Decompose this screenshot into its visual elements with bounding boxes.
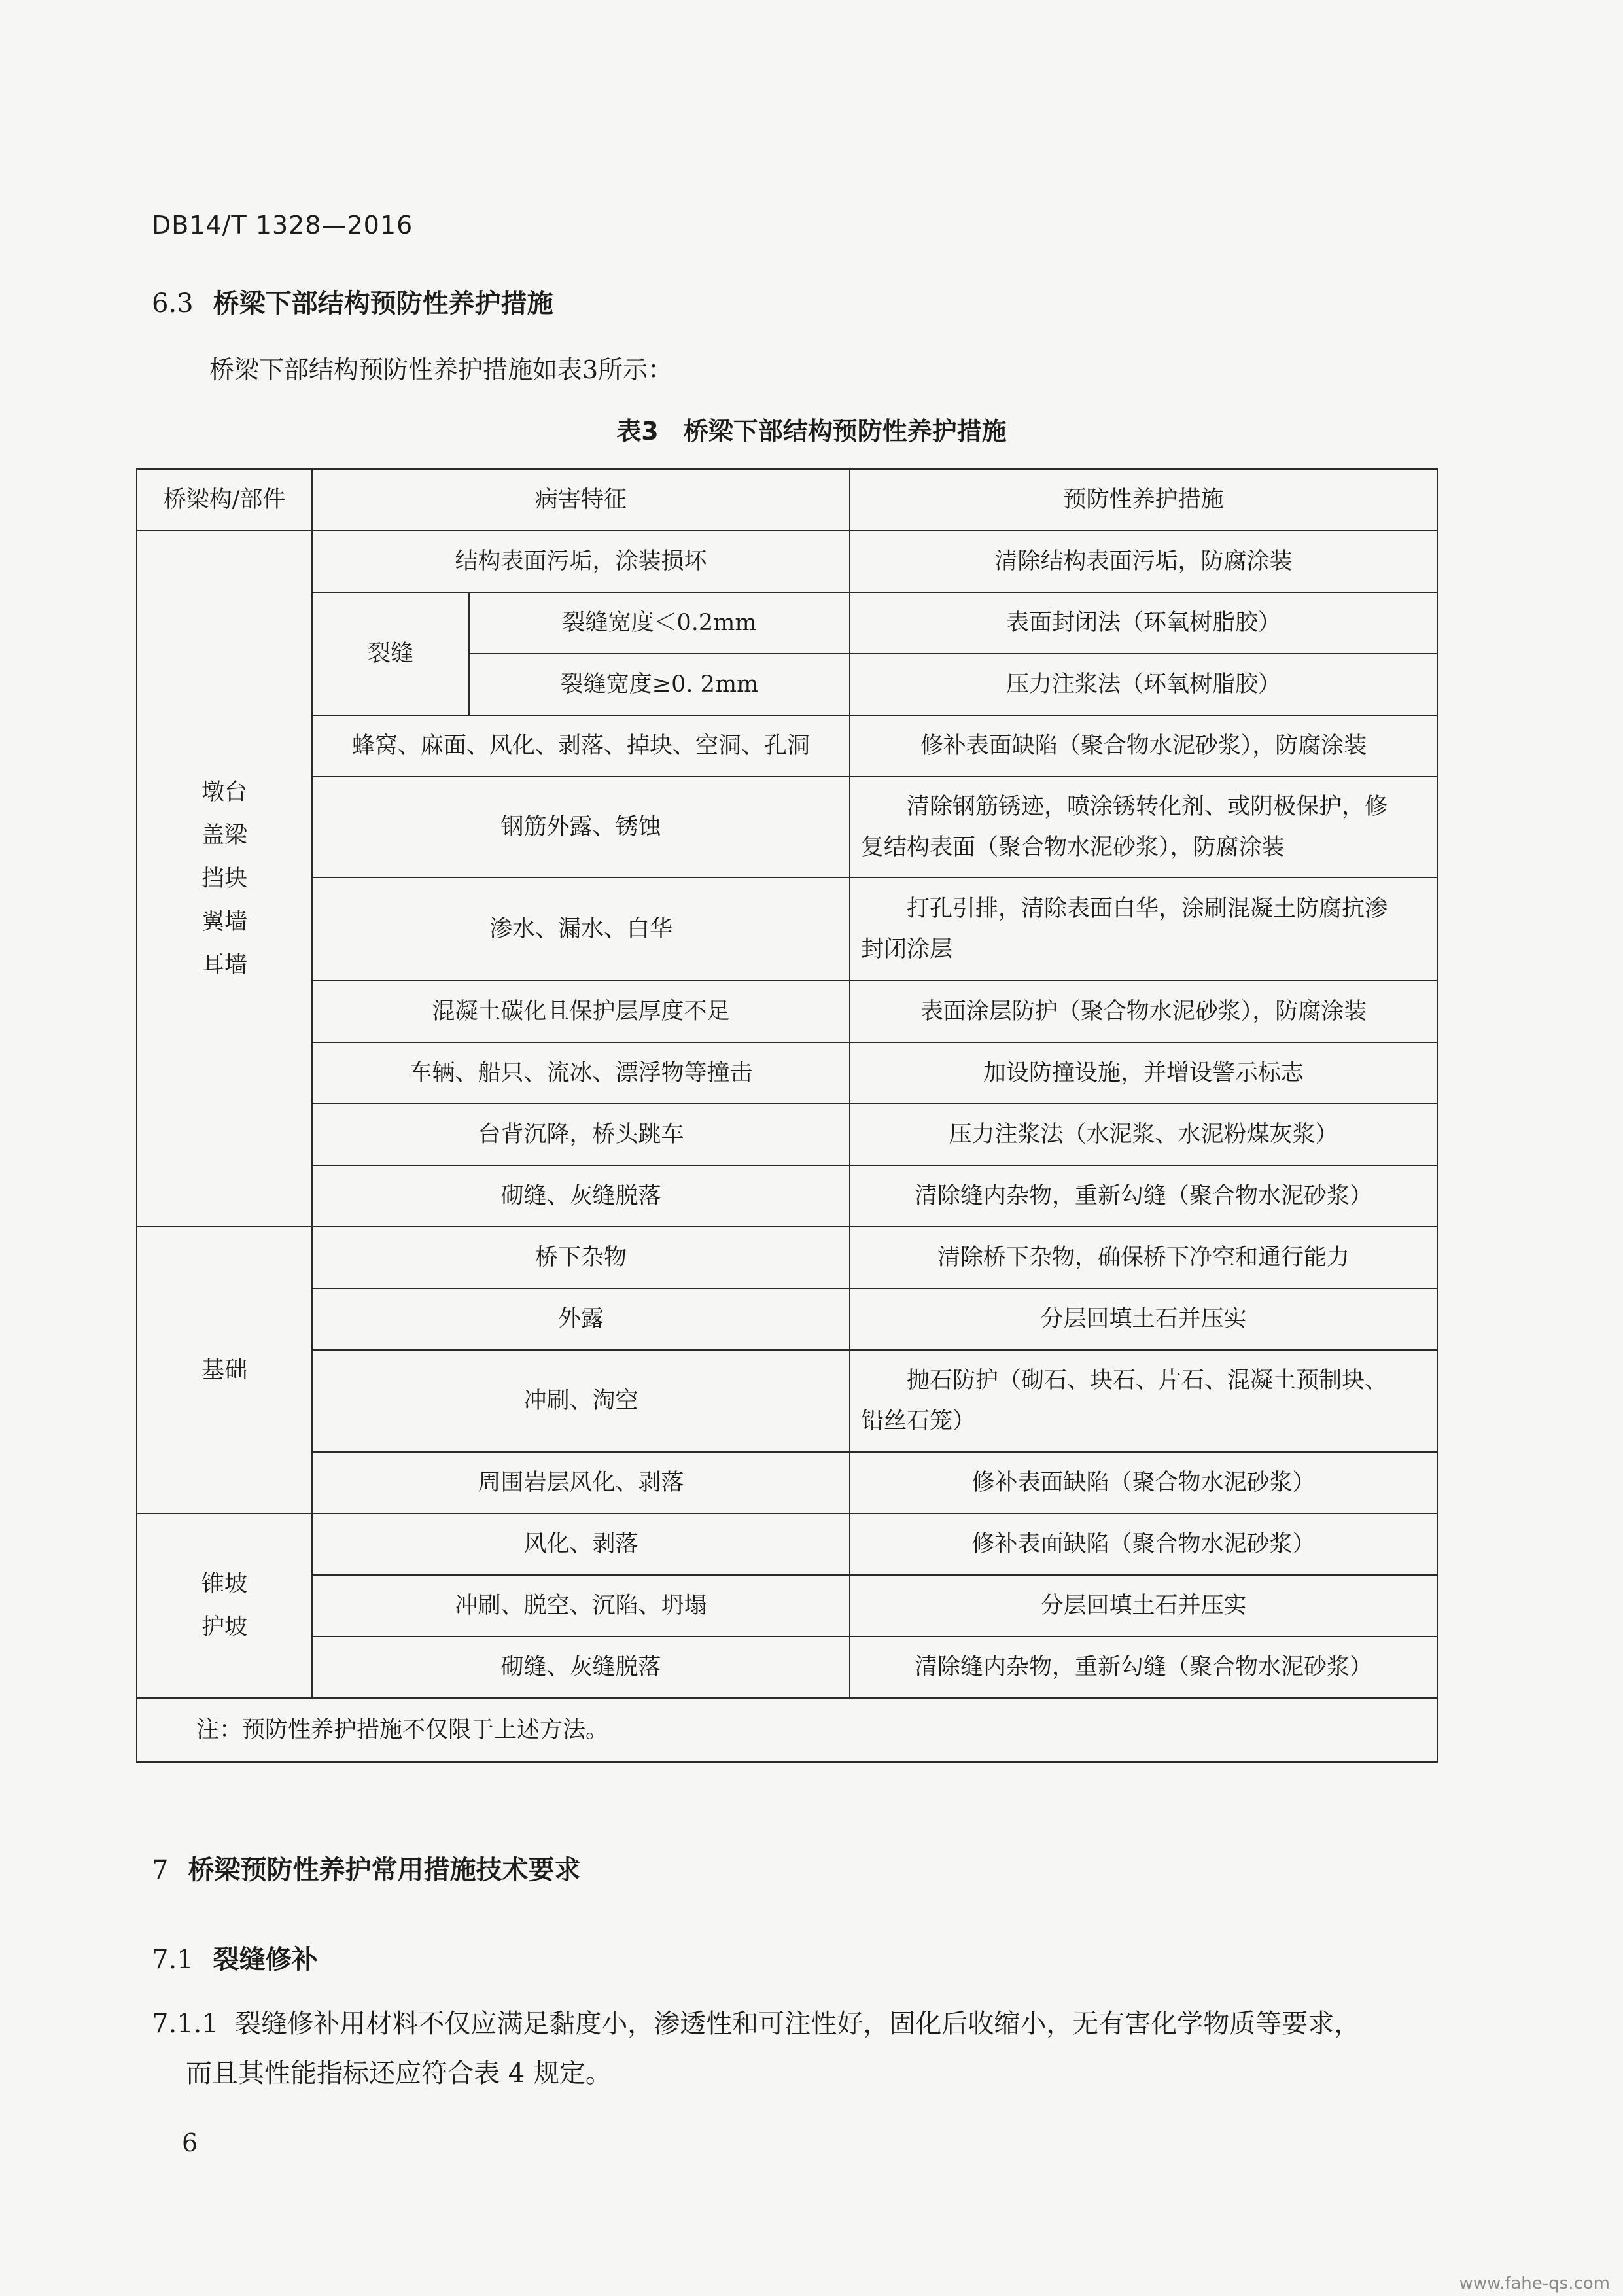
paragraph-line: 而且其性能指标还应符合表 4 规定。 (186, 2058, 612, 2089)
measure-cell: 清除桥下杂物，确保桥下净空和通行能力 (850, 1227, 1437, 1288)
measure-line: 封闭涂层 (861, 936, 953, 963)
measure-line: 铅丝石笼） (861, 1408, 976, 1434)
disease-cell: 裂缝宽度＜0.2mm (469, 592, 850, 654)
table-row (137, 1165, 1437, 1227)
measure-line: 抛石防护（砌石、块石、片石、混凝土预制块、 (907, 1368, 1388, 1394)
table-row (137, 1288, 1437, 1350)
table-row (137, 981, 1437, 1042)
disease-cell: 蜂窝、麻面、风化、剥落、掉块、空洞、孔洞 (312, 715, 850, 777)
measure-cell: 分层回填土石并压实 (850, 1575, 1437, 1636)
group-label-slope (137, 1513, 312, 1698)
disease-cell: 裂缝宽度≥0. 2mm (469, 654, 850, 715)
crack-label: 裂缝 (312, 592, 469, 715)
table-row (137, 877, 1437, 981)
table-note-row (137, 1698, 1437, 1762)
paragraph-line: 裂缝修补用材料不仅应满足黏度小，渗透性和可注性好，固化后收缩小，无有害化学物质等要求， (235, 2009, 1361, 2039)
measure-cell (850, 877, 1437, 981)
table-caption: 表3 桥梁下部结构预防性养护措施 (616, 417, 1007, 446)
disease-cell: 渗水、漏水、白华 (312, 877, 850, 981)
table-row (137, 531, 1437, 592)
paragraph-7-1-1 (152, 1999, 1447, 2098)
section-6-3-heading (152, 283, 553, 320)
section-number: 6.3 (152, 289, 194, 319)
group-label-line: 护坡 (201, 1614, 247, 1640)
table-row (137, 1452, 1437, 1513)
group-label-line: 耳墙 (201, 952, 247, 978)
measure-line: 清除钢筋锈迹，喷涂锈转化剂、或阴极保护，修 (907, 794, 1388, 820)
table-row (137, 715, 1437, 777)
group-label-line: 锥坡 (201, 1571, 247, 1597)
table-row (137, 1104, 1437, 1165)
header-measure: 预防性养护措施 (850, 469, 1437, 531)
header-disease: 病害特征 (312, 469, 850, 531)
disease-cell: 结构表面污垢，涂装损坏 (312, 531, 850, 592)
paragraph-number: 7.1.1 (152, 2009, 218, 2039)
measure-cell: 清除缝内杂物，重新勾缝（聚合物水泥砂浆） (850, 1636, 1437, 1698)
section-title: 桥梁下部结构预防性养护措施 (213, 289, 553, 319)
document-id: DB14/T 1328—2016 (152, 211, 413, 239)
measure-cell (850, 777, 1437, 877)
measure-cell: 修补表面缺陷（聚合物水泥砂浆） (850, 1452, 1437, 1513)
maintenance-table (136, 468, 1438, 1763)
measure-cell: 清除缝内杂物，重新勾缝（聚合物水泥砂浆） (850, 1165, 1437, 1227)
disease-cell: 外露 (312, 1288, 850, 1350)
measure-cell: 表面涂层防护（聚合物水泥砂浆），防腐涂装 (850, 981, 1437, 1042)
table-row (137, 1227, 1437, 1288)
group-label-foundation: 基础 (137, 1227, 312, 1513)
measure-cell: 修补表面缺陷（聚合物水泥砂浆） (850, 1513, 1437, 1575)
disease-cell: 车辆、船只、流冰、漂浮物等撞击 (312, 1042, 850, 1104)
measure-cell: 压力注浆法（环氧树脂胶） (850, 654, 1437, 715)
section-title: 裂缝修补 (213, 1945, 318, 1975)
disease-cell: 桥下杂物 (312, 1227, 850, 1288)
table-row (137, 1350, 1437, 1452)
measure-line: 复结构表面（聚合物水泥砂浆），防腐涂装 (861, 834, 1285, 860)
table-row (137, 1042, 1437, 1104)
table-header-row (137, 469, 1437, 531)
disease-cell: 冲刷、淘空 (312, 1350, 850, 1452)
measure-cell: 表面封闭法（环氧树脂胶） (850, 592, 1437, 654)
measure-cell: 修补表面缺陷（聚合物水泥砂浆），防腐涂装 (850, 715, 1437, 777)
measure-cell: 清除结构表面污垢，防腐涂装 (850, 531, 1437, 592)
page-number: 6 (182, 2128, 198, 2157)
disease-cell: 钢筋外露、锈蚀 (312, 777, 850, 877)
table-row (137, 592, 1437, 654)
group-label-line: 挡块 (201, 866, 247, 892)
measure-cell: 分层回填土石并压实 (850, 1288, 1437, 1350)
measure-cell (850, 1350, 1437, 1452)
disease-cell: 砌缝、灰缝脱落 (312, 1636, 850, 1698)
section-7-1-heading (152, 1939, 318, 1976)
section-intro: 桥梁下部结构预防性养护措施如表3所示： (209, 355, 673, 384)
section-7-heading (152, 1849, 580, 1886)
group-label-line: 墩台 (201, 779, 247, 805)
disease-cell: 周围岩层风化、剥落 (312, 1452, 850, 1513)
disease-cell: 混凝土碳化且保护层厚度不足 (312, 981, 850, 1042)
disease-cell: 砌缝、灰缝脱落 (312, 1165, 850, 1227)
disease-cell: 台背沉降，桥头跳车 (312, 1104, 850, 1165)
table-row (137, 1636, 1437, 1698)
group-label-pier (137, 531, 312, 1227)
group-label-line: 盖梁 (201, 822, 247, 849)
header-component: 桥梁构/部件 (137, 469, 312, 531)
watermark: www.fahe-qs.com (1459, 2274, 1610, 2293)
section-number: 7.1 (152, 1945, 194, 1975)
table-note: 注：预防性养护措施不仅限于上述方法。 (137, 1698, 1437, 1762)
table-row (137, 1513, 1437, 1575)
disease-cell: 风化、剥落 (312, 1513, 850, 1575)
section-title: 桥梁预防性养护常用措施技术要求 (188, 1855, 581, 1885)
measure-cell: 加设防撞设施，并增设警示标志 (850, 1042, 1437, 1104)
group-label-line: 翼墙 (201, 909, 247, 935)
table-row (137, 777, 1437, 877)
measure-line: 打孔引排，清除表面白华，涂刷混凝土防腐抗渗 (907, 896, 1388, 922)
section-number: 7 (152, 1855, 169, 1885)
measure-cell: 压力注浆法（水泥浆、水泥粉煤灰浆） (850, 1104, 1437, 1165)
table-row (137, 1575, 1437, 1636)
disease-cell: 冲刷、脱空、沉陷、坍塌 (312, 1575, 850, 1636)
